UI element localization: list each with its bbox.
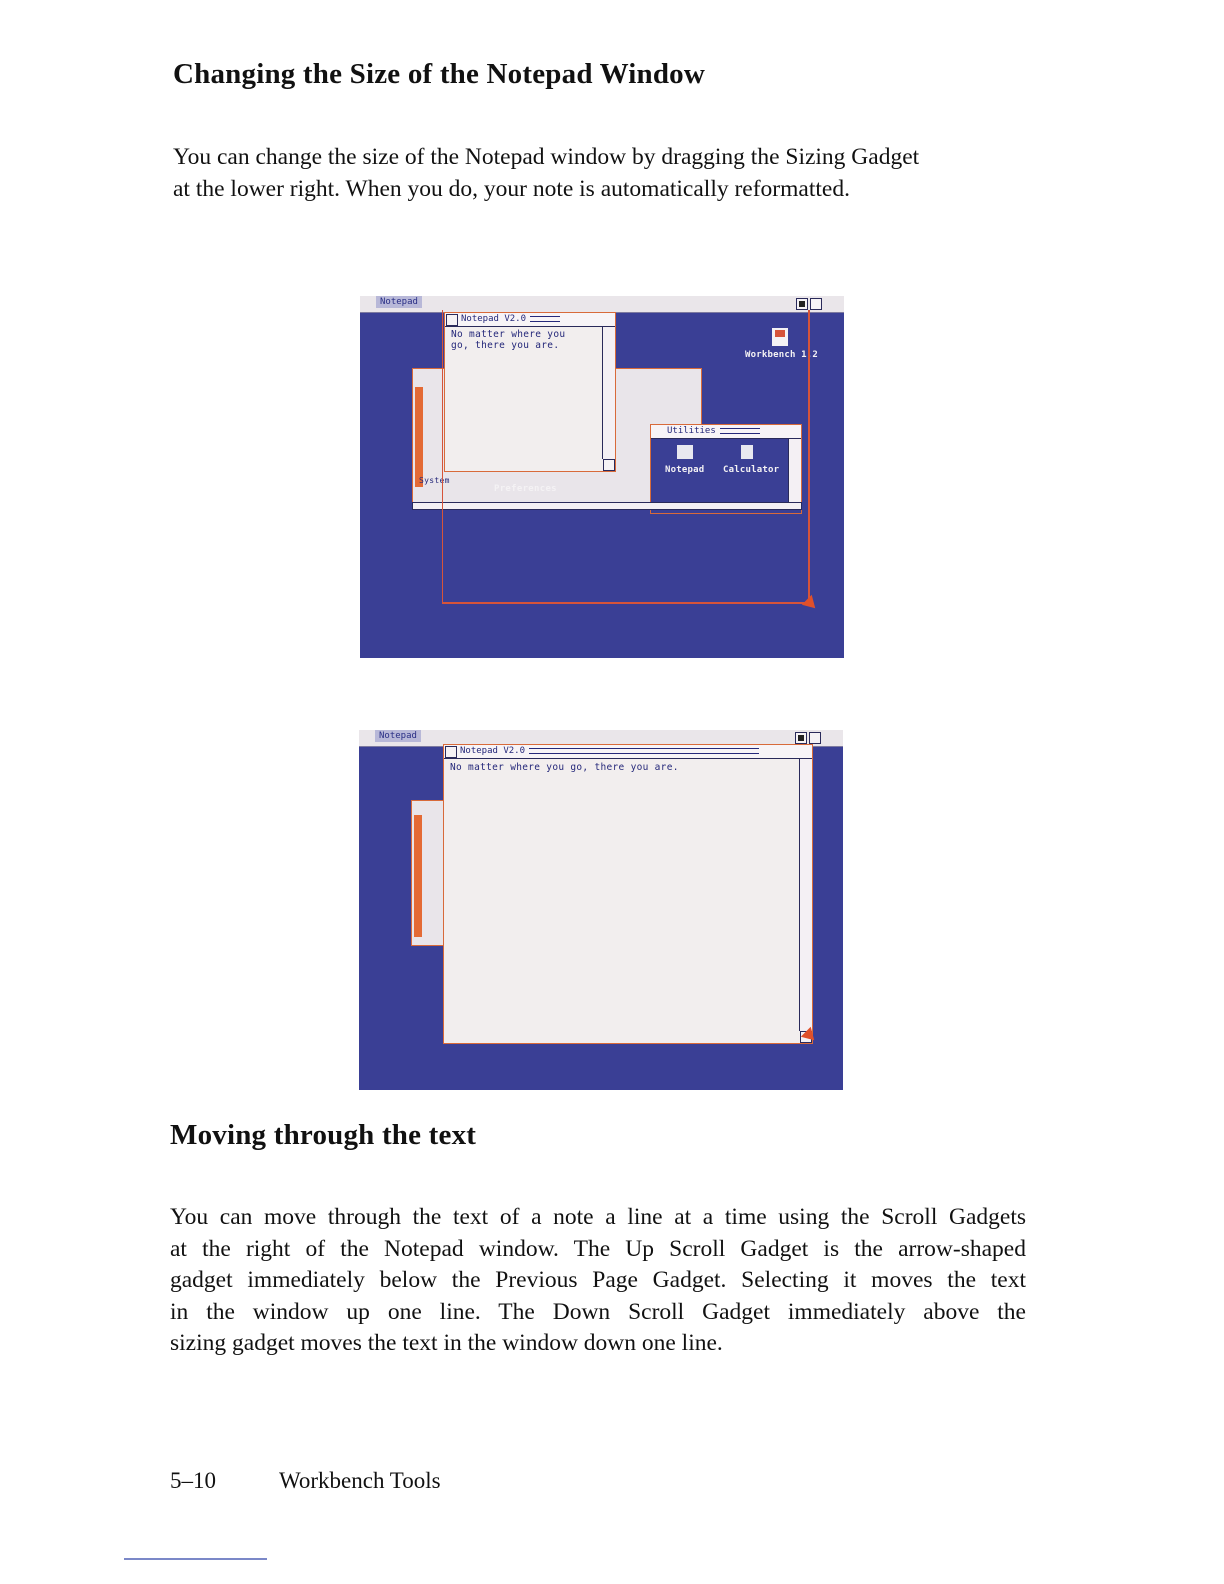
paragraph-line: You can change the size of the Notepad window by dragging the Sizing Gadget	[173, 144, 920, 170]
paragraph-line: at the right of the Notepad window. The Up Scroll Gadget is the arrow-shaped	[170, 1235, 1026, 1262]
footer-title: Workbench Tools	[279, 1468, 441, 1493]
note-line: go, there you are.	[451, 340, 560, 351]
notepad-title: Notepad V2.0	[460, 746, 526, 756]
note-line: No matter where you go, there you are.	[450, 762, 679, 773]
paragraph-line: at the lower right. When you do, your note is automatically reformatted.	[173, 175, 850, 202]
notepad-window	[443, 744, 813, 1044]
disk-label: Workbench 1.2	[745, 350, 819, 360]
utilities-title: Utilities	[667, 426, 716, 436]
paragraph-line: gadget immediately below the Previous Page Gadget. Selecting it moves the text	[170, 1267, 1026, 1293]
close-icon	[445, 746, 457, 758]
resize-drag-outline	[442, 310, 810, 604]
paragraph-resize	[173, 142, 1031, 205]
page-number: 5–10	[170, 1468, 216, 1493]
paragraph-line: You can move through the text of a note a line at a time using the Scroll Gadgets	[170, 1204, 1026, 1230]
paragraph-line: sizing gadget moves the text in the window down one line.	[170, 1330, 723, 1356]
depth-front-icon	[810, 298, 822, 310]
screen-title: Notepad	[376, 296, 422, 308]
icon-label: Notepad	[665, 465, 705, 475]
screenshot-enlarged-notepad	[359, 730, 843, 1090]
section-heading-moving: Moving through the text	[170, 1119, 477, 1151]
footer-rule	[124, 1558, 267, 1560]
scroll-gadgets	[799, 759, 812, 1031]
title-stripes	[529, 748, 759, 754]
notepad-title-bar	[444, 745, 812, 759]
system-label: System	[419, 476, 450, 485]
paragraph-scrolling	[170, 1202, 1026, 1360]
preferences-label: Preferences	[494, 484, 557, 494]
note-line: No matter where you	[451, 329, 566, 340]
window-edge-strip	[414, 815, 422, 937]
screen-title: Notepad	[375, 730, 421, 742]
paragraph-line: in the window up one line. The Down Scroll Gadget immediately above the	[170, 1298, 1026, 1325]
window-edge-strip	[415, 387, 423, 487]
depth-front-icon	[809, 732, 821, 744]
notepad-title: Notepad V2.0	[461, 314, 527, 324]
section-heading-resize: Changing the Size of the Notepad Window	[173, 58, 706, 90]
depth-back-icon	[796, 298, 808, 310]
screenshot-resizing-notepad	[360, 296, 844, 658]
depth-back-icon	[795, 732, 807, 744]
icon-label: Calculator	[723, 465, 780, 475]
